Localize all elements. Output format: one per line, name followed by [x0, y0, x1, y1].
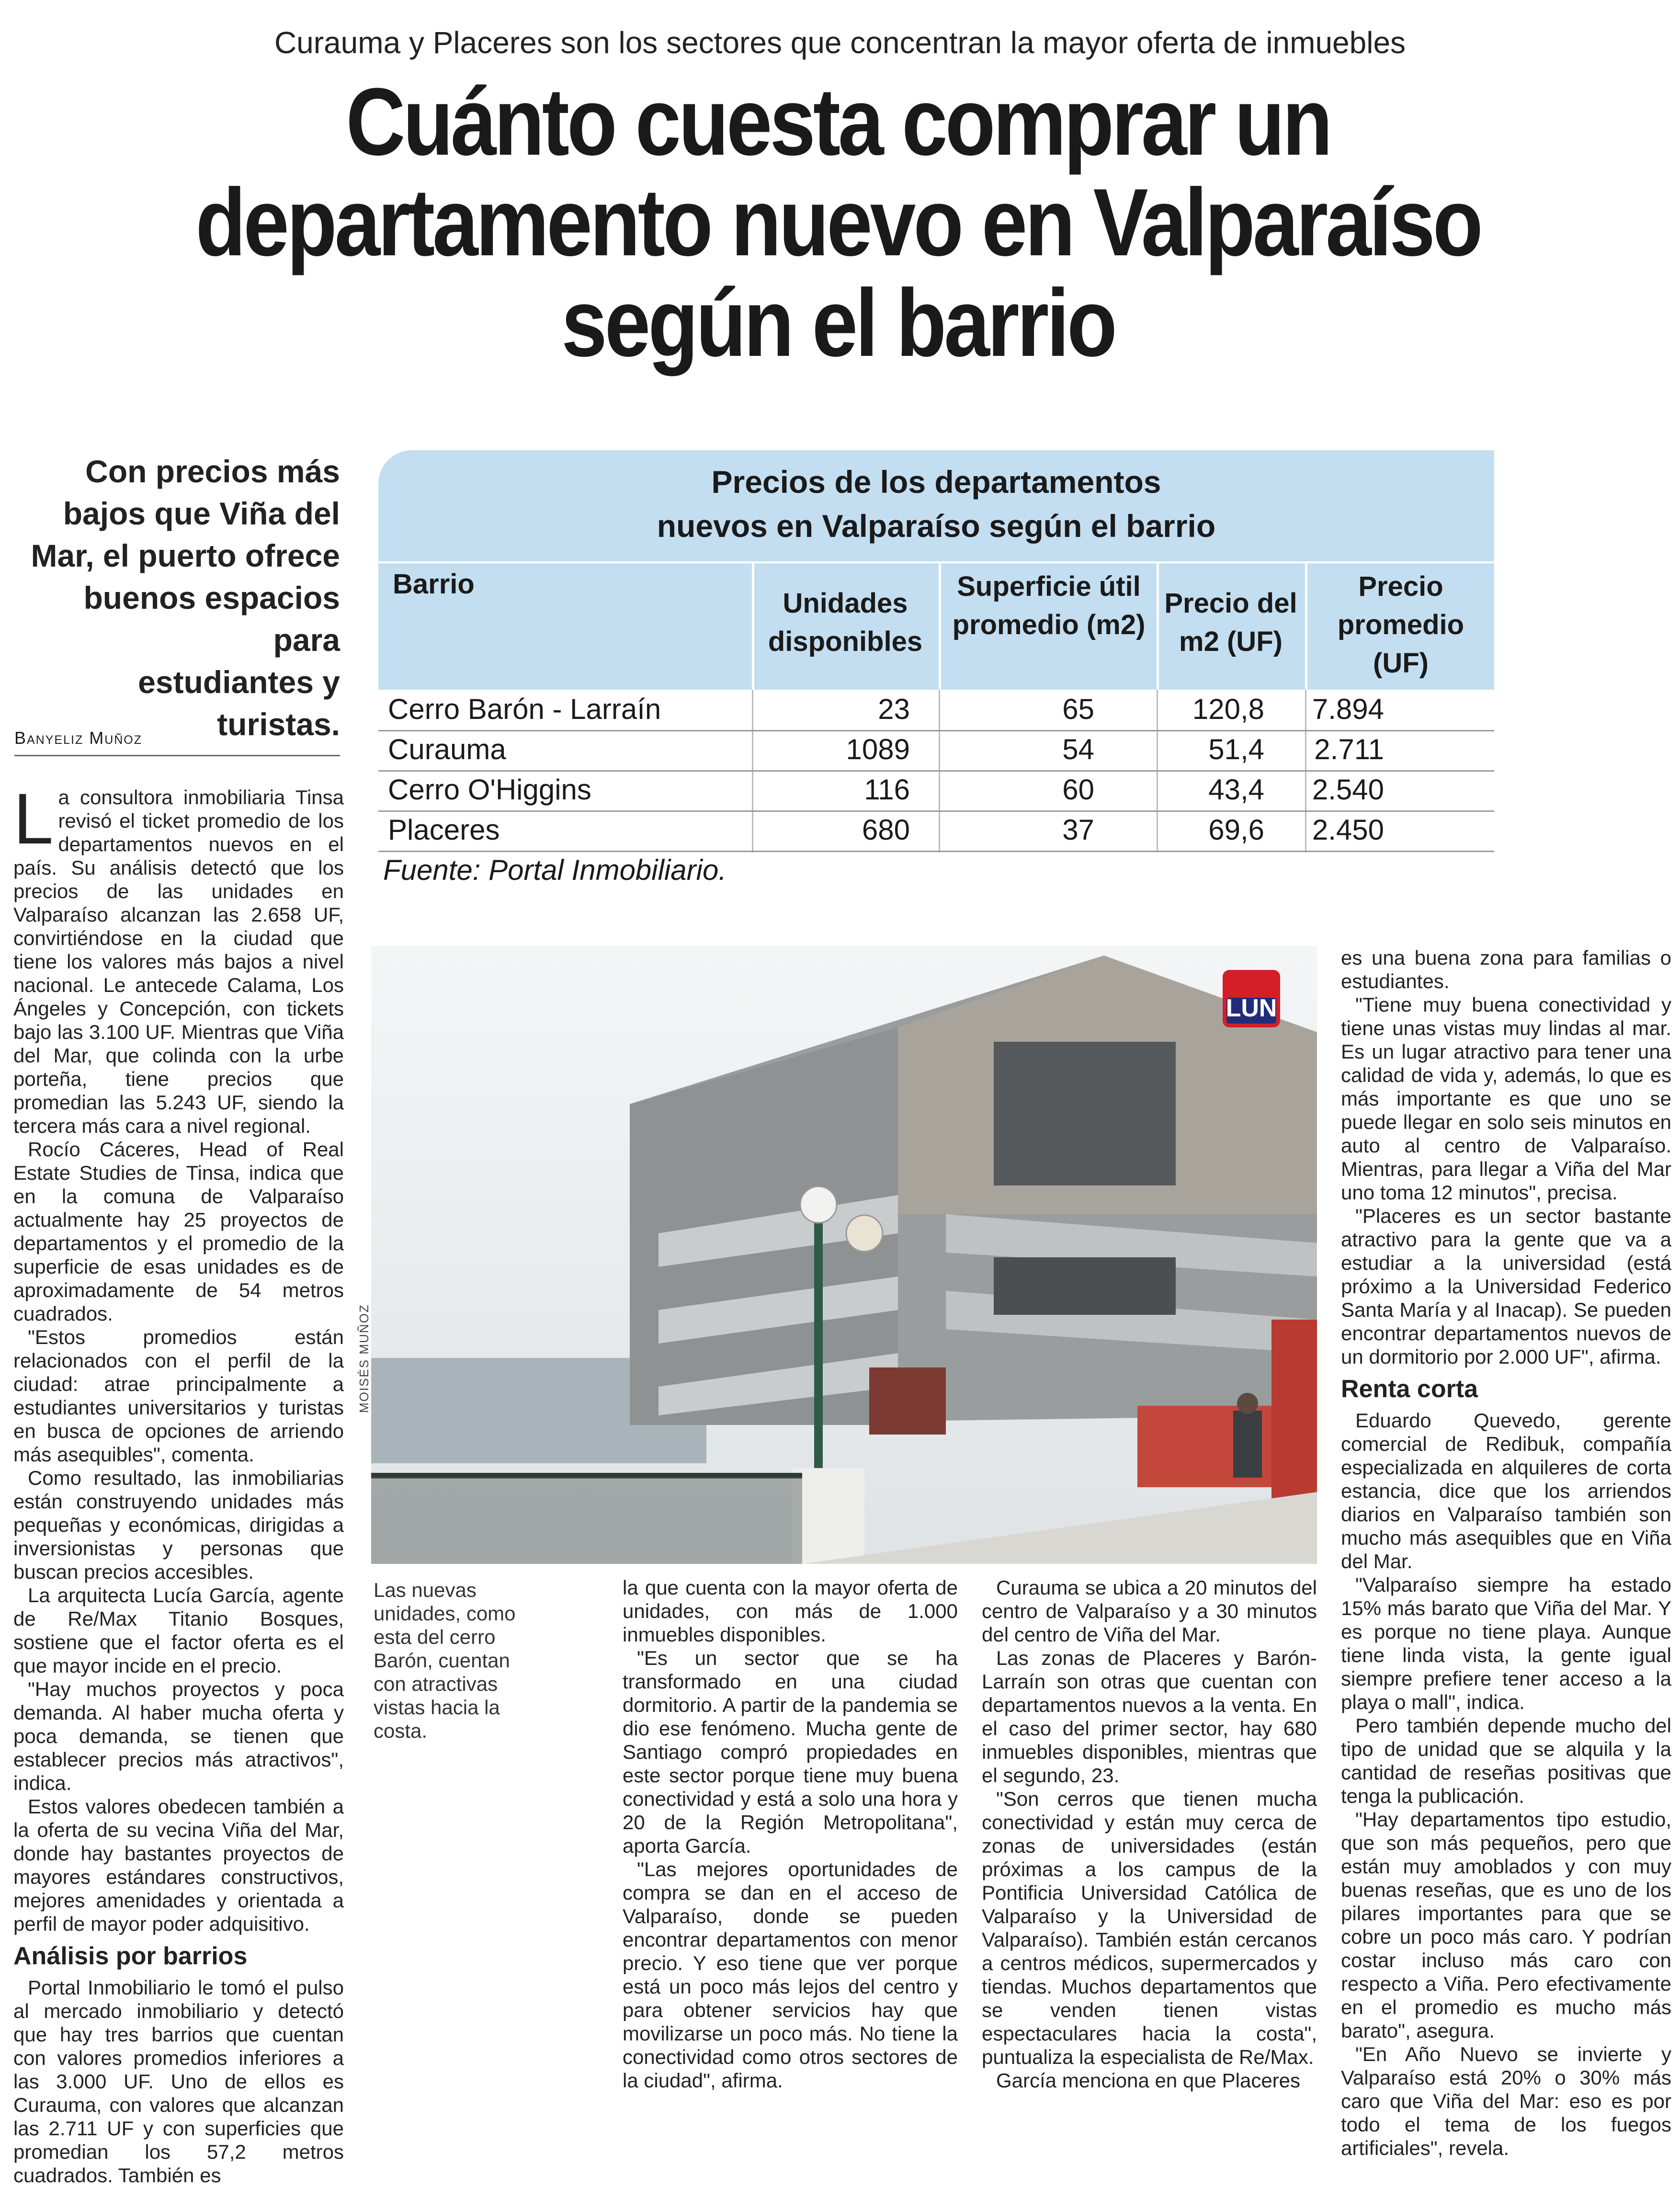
cell-precio-m2: 69,6: [1208, 814, 1264, 846]
cell-superficie: 60: [1062, 774, 1094, 806]
table-title: [378, 460, 1494, 548]
paragraph: "Las mejores oportunidades de compra se dan en el acceso de Valparaíso, donde se pueden encontrar departamentos con menor precio. Y eso tiene que ver porque está un poco más lejos del centro y para obtener servicios hay que movilizarse un poco más. No tiene la conectividad como otros sectores de la ciudad", afirma.: [623, 1858, 958, 2092]
lede-line: Mar, el puerto ofrece: [31, 538, 340, 573]
lede-line: estudiantes y turistas.: [138, 664, 340, 742]
paragraph: "Es un sector que se ha transformado en una ciudad dormitorio. A partir de la pandemia se dio ese fenómeno. Mucha gente de Santiago compró propiedades en este sector porque tiene muy buena conectividad y está a solo una hora y 20 de la Región Metropolitana", aporta García.: [623, 1647, 958, 1857]
drop-cap: L: [13, 778, 54, 859]
cell-precio-m2: 43,4: [1208, 774, 1264, 806]
cell-unidades: 1089: [846, 733, 910, 765]
cell-superficie: 65: [1062, 693, 1094, 725]
building-photo: [371, 946, 1317, 1564]
paragraph: "Tiene muy buena conectividad y tiene unas vistas muy lindas al mar. Es un lugar atractivo para tener una calidad de vida y, además, lo que es más importante es que uno se puede llegar en solo seis minutos en auto al centro de Valparaíso. Mientras, para llegar a Viña del Mar uno toma 12 minutos", precisa.: [1341, 993, 1671, 1204]
column-divider: [752, 563, 754, 690]
cell-barrio: Cerro Barón - Larraín: [388, 693, 661, 725]
lun-logo: [1223, 970, 1280, 1027]
paragraph: "Placeres es un sector bastante atractivo para la gente que va a estudiar a la universidad (está próximo a la Universidad Federico Santa María y al Inacap). Se pueden encontrar departamentos nuevos de un dormitorio por 2.000 UF", afirma.: [1341, 1205, 1671, 1368]
cell-barrio: Cerro O'Higgins: [388, 774, 591, 806]
paragraph: La arquitecta Lucía García, agente de Re/Max Titanio Bosques, sostiene que el factor oferta es el que mayor incide en el precio.: [13, 1584, 344, 1677]
paragraph: Rocío Cáceres, Head of Real Estate Studies de Tinsa, indica que en la comuna de Valparaíso actualmente hay 25 proyectos de departamentos y el promedio de la superficie de esas unidades es de aproximadamente de 54 metros cuadrados.: [13, 1138, 344, 1325]
table-source: Fuente: Portal Inmobiliario.: [383, 854, 727, 886]
column-divider: [1305, 563, 1307, 690]
cell-precio-promedio: 2.450: [1312, 814, 1384, 846]
paragraph: la que cuenta con la mayor oferta de unidades, con más de 1.000 inmuebles disponibles.: [623, 1576, 958, 1646]
byline: Banyeliz Muñoz: [14, 728, 340, 756]
paragraph: Curauma se ubica a 20 minutos del centro de Valparaíso y a 30 minutos del centro de Viña del Mar.: [982, 1576, 1317, 1646]
paragraph: es una buena zona para familias o estudiantes.: [1341, 946, 1671, 992]
paragraph: Como resultado, las inmobiliarias están construyendo unidades más pequeñas y económicas, dirigidas a inversionistas y personas que buscan precios accesibles.: [13, 1467, 344, 1583]
paragraph: "Valparaíso siempre ha estado 15% más barato que Viña del Mar. Y es porque no tiene playa. Aunque tiene linda vista, la gente igual siempre prefiere tener acceso a la playa o mall", indica.: [1341, 1573, 1671, 1713]
table-title-line: nuevos en Valparaíso según el barrio: [657, 508, 1216, 544]
paragraph: Estos valores obedecen también a la oferta de su vecina Viña del Mar, donde hay bastantes proyectos de mayores estándares constructivos, mejores amenidades y orientada a perfil de mayor poder adquisitivo.: [13, 1795, 344, 1935]
subhead: Análisis por barrios: [13, 1942, 248, 1970]
header-precio-promedio: Precio promedio (UF): [1337, 571, 1464, 679]
kicker: Curauma y Placeres son los sectores que concentran la mayor oferta de inmuebles: [274, 25, 1406, 60]
column-2: [623, 1576, 958, 2092]
cell-precio-m2: 51,4: [1208, 733, 1264, 765]
subhead: Renta corta: [1341, 1375, 1478, 1403]
table-row: [378, 690, 1494, 731]
header-barrio: Barrio: [393, 569, 475, 600]
headline-line-2: departamento nuevo en Valparaíso: [195, 169, 1481, 276]
lun-logo-text: LUN: [1226, 994, 1277, 1022]
table-row: [378, 810, 1494, 852]
paragraph: "Son cerros que tienen mucha conectividad y están muy cerca de zonas de universidades (están próximas a los campus de la Pontificia Universidad Católica de Valparaíso y la Universidad de Valparaíso). También están cercanos a centros médicos, supermercados y tiendas. Muchos departamentos que se venden tienen vistas espectaculares hacia la costa", puntualiza la especialista de Re/Max.: [982, 1788, 1317, 2068]
cell-superficie: 54: [1062, 733, 1094, 765]
cell-precio-m2: 120,8: [1192, 693, 1264, 725]
header-unidades: Unidades disponibles: [768, 588, 923, 657]
paragraph: Las zonas de Placeres y Barón-Larraín son otras que cuentan con departamentos nuevos a la venta. En el caso del primer sector, hay 680 inmuebles disponibles, mientras que el segundo, 23.: [982, 1647, 1317, 1787]
cell-precio-promedio: 2.711: [1314, 733, 1384, 765]
column-1: [13, 778, 344, 2187]
paragraph: Pero también depende mucho del tipo de unidad que se alquila y la cantidad de reseñas positivas que tenga la publicación.: [1341, 1714, 1671, 1807]
photo-credit: MOISÉS MUÑOZ: [357, 1304, 371, 1413]
paragraph: Eduardo Quevedo, gerente comercial de Redibuk, compañía especializada en alquileres de corta estancia, dice que los arriendos diarios en Valparaíso también son mucho más asequibles que en Viña del Mar.: [1341, 1409, 1671, 1572]
paragraph: "Estos promedios están relacionados con el perfil de la ciudad: atrae principalmente a estudiantes universitarios y turistas en busca de opciones de arriendo más asequibles", comenta.: [13, 1326, 344, 1466]
paragraph: "En Año Nuevo se invierte y Valparaíso está 20% o 30% más caro que Viña del Mar: eso es por todo el tema de los fuegos artificiales", revela.: [1341, 2043, 1671, 2159]
column-divider: [939, 563, 941, 690]
lede-line: bajos que Viña del: [63, 496, 340, 531]
column-4: [1341, 946, 1671, 2160]
cell-superficie: 37: [1062, 814, 1094, 846]
cell-barrio: Curauma: [388, 733, 506, 765]
headline-line-1: Cuánto cuesta comprar un: [346, 68, 1330, 175]
paragraph: "Hay departamentos tipo estudio, que son más pequeños, pero que están muy amoblados y con muy buenas reseñas, que es uno de los pilares importantes para que se cobre un poco más caro. Y podrían costar incluso más caro con respecto a Viña. Pero efectivamente en el promedio es mucho más barato", asegura.: [1341, 1808, 1671, 2042]
table-row: [378, 770, 1494, 812]
lede-line: buenos espacios para: [83, 580, 340, 658]
column-3: [982, 1576, 1317, 2092]
cell-barrio: Placeres: [388, 814, 500, 846]
paragraph: La consultora inmobiliaria Tinsa revisó el ticket promedio de los departamentos nuevos en el país. Su análisis detectó que los precios de las unidades en Valparaíso alcanzan las 2.658 UF, convirtiéndose en la ciudad que tiene los valores más bajos a nivel nacional. Le antecede Calama, Los Ángeles y Concepción, con tickets bajo las 3.100 UF. Mientras que Viña del Mar, que colinda con la urbe porteña, tiene precios que promedian las 5.243 UF, siendo la tercera más cara a nivel regional.: [13, 778, 344, 1137]
table-row: [378, 730, 1494, 772]
table-title-line: Precios de los departamentos: [711, 464, 1161, 500]
table-header-rule: [378, 561, 1494, 563]
cell-unidades: 116: [864, 774, 910, 806]
lede: [14, 450, 340, 745]
cell-unidades: 23: [878, 693, 910, 725]
lede-line: Con precios más: [85, 454, 340, 489]
cell-precio-promedio: 2.540: [1312, 774, 1384, 806]
paragraph: Portal Inmobiliario le tomó el pulso al mercado inmobiliario y detectó que hay tres barrios que cuentan con valores promedios inferiores a las 3.000 UF. Uno de ellos es Curauma, con valores que alcanzan las 2.711 UF y con superficies que promedian los 57,2 metros cuadrados. También es: [13, 1976, 344, 2187]
headline: [159, 68, 1518, 376]
cell-unidades: 680: [862, 814, 910, 846]
header-superficie: Superficie útil promedio (m2): [952, 571, 1146, 640]
cell-precio-promedio: 7.894: [1312, 693, 1384, 725]
photo-caption: Las nuevas unidades, como esta del cerro Barón, cuentan con atractivas vistas hacia la costa.: [374, 1579, 516, 1742]
paragraph: "Hay muchos proyectos y poca demanda. Al haber mucha oferta y poca demanda, se tienen que establecer precios más atractivos", indica.: [13, 1678, 344, 1794]
header-precio-m2: Precio del m2 (UF): [1164, 588, 1297, 657]
headline-line-3: según el barrio: [561, 270, 1115, 376]
paragraph: García menciona en que Placeres: [996, 2069, 1301, 2092]
